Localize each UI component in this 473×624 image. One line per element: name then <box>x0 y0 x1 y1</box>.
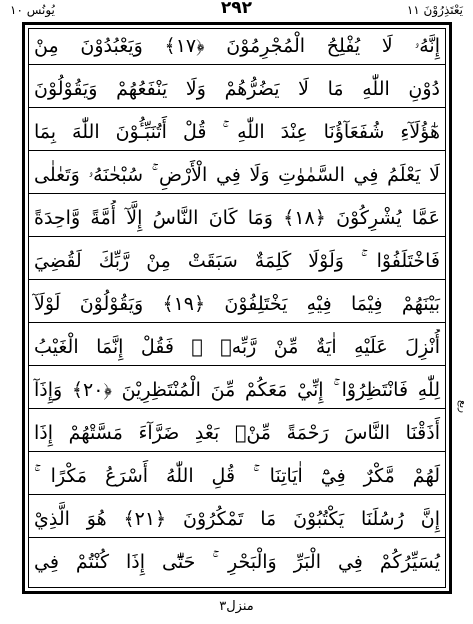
line-text: أُنْزِلَ عَلَيْهِ اٰيَةٌ مِّنْ رَّبِّهٖ ۚ فَقُلْ إِنَّمَا الْغَيْبُ <box>34 336 440 358</box>
line-text: بَيْنَهُمْ فِيْمَا فِيْهِ يَخْتَلِفُوْنَ ﴿١٩﴾ وَيَقُوْلُوْنَ لَوْلَآ <box>34 293 440 315</box>
line-text: دُوْنِ اللّٰهِ مَا لَا يَضُرُّهُمْ وَلَا يَنْفَعُهُمْ وَيَقُوْلُوْنَ <box>34 78 440 100</box>
manzil-footer: منزل٣ <box>219 599 254 614</box>
line-text: إِنَّ رُسُلَنَا يَكْتُبُوْنَ مَا تَمْكُرُوْنَ ﴿٢١﴾ هُوَ الَّذِيْ <box>34 508 440 530</box>
line-text: لِلّٰهِ فَانْتَظِرُوْا ۚ إِنِّيْ مَعَكُمْ مِّنَ الْمُنْتَظِرِيْنَ ﴿٢٠﴾ وَإِذَآ <box>34 379 440 401</box>
text-line-10 <box>28 415 446 452</box>
line-text: عَمَّا يُشْرِكُوْنَ ﴿١٨﴾ وَمَا كَانَ النَّاسُ إِلَّآ أُمَّةً وَّاحِدَةً <box>34 207 440 229</box>
line-text: لَهُمْ مَّكْرٌ فِيْٓ اٰيَاتِنَا ۚ قُلِ اللّٰهُ أَسْرَعُ مَكْرًا ۚ <box>34 465 440 487</box>
surah-name: يُونُس ١٠ <box>10 3 55 17</box>
rub-marker: ربع <box>457 400 468 413</box>
text-line-1 <box>28 28 446 65</box>
text-line-2 <box>28 71 446 108</box>
text-line-12 <box>28 501 446 538</box>
page-number: ٢٩٢ <box>220 0 253 18</box>
juz-name: يَعْتَذِرُوْنَ ١١ <box>406 3 463 17</box>
text-line-8 <box>28 329 446 366</box>
line-text: أَذَقْنَا النَّاسَ رَحْمَةً مِّنْۢ بَعْدِ ضَرَّآءَ مَسَّتْهُمْ إِذَا <box>34 422 440 444</box>
line-text: هٰٓؤُلَآءِ شُفَعَآؤُنَا عِنْدَ اللّٰهِ ۚ قُلْ أَتُنَبِّـُٔوْنَ اللّٰهَ بِمَا <box>34 121 440 143</box>
line-text: يُسَيِّرُكُمْ فِي الْبَرِّ وَالْبَحْرِ ۚ حَتّٰٓى إِذَا كُنْتُمْ فِي <box>34 551 440 573</box>
text-line-3 <box>28 114 446 151</box>
text-block <box>28 28 446 588</box>
line-text: فَاخْتَلَفُوْا ۚ وَلَوْلَا كَلِمَةٌ سَبَقَتْ مِنْ رَّبِّكَ لَقُضِيَ <box>34 250 440 272</box>
line-text: لَا يَعْلَمُ فِي السَّمٰوٰتِ وَلَا فِي الْأَرْضِ ۚ سُبْحٰنَهُۥ وَتَعٰلٰى <box>34 164 440 186</box>
text-line-11 <box>28 458 446 495</box>
line-text: إِنَّهُۥ لَا يُفْلِحُ الْمُجْرِمُوْنَ ﴿١٧﴾ وَيَعْبُدُوْنَ مِنْ <box>34 35 440 57</box>
text-line-7 <box>28 286 446 323</box>
text-line-13 <box>28 544 446 581</box>
text-line-4 <box>28 157 446 194</box>
text-line-5 <box>28 200 446 237</box>
text-line-9 <box>28 372 446 409</box>
text-line-6 <box>28 243 446 280</box>
